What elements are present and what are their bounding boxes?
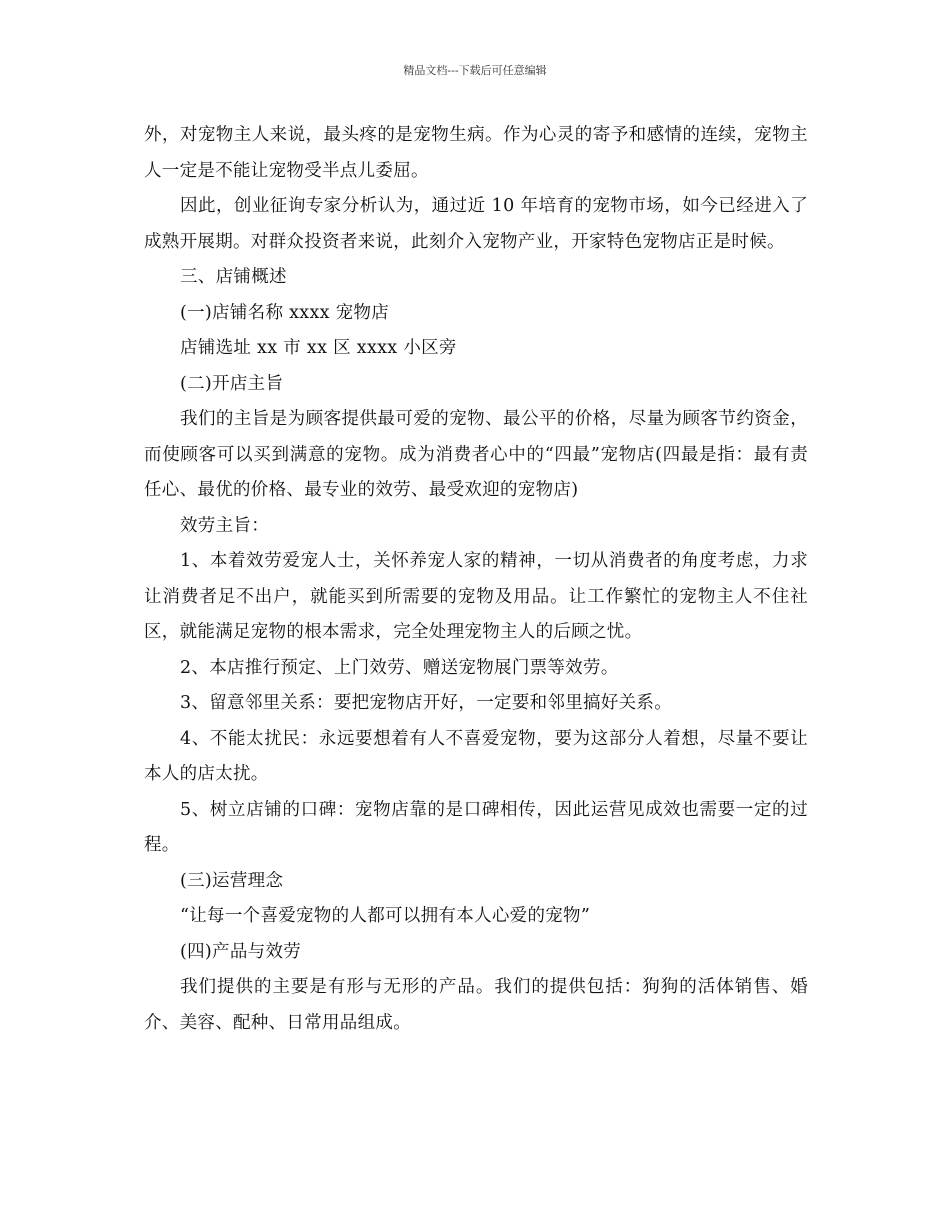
paragraph-market-analysis: 因此，创业征询专家分析认为，通过近 10 年培育的宠物市场，如今已经进入了成熟开展期。对群众投资者来说，此刻介入宠物产业，开家特色宠物店正是时候。 (144, 196, 808, 252)
list-item-service-2: 2、本店推行预定、上门效劳、赠送宠物展门票等效劳。 (180, 657, 619, 678)
paragraph-store-location: 店铺选址 xx 市 xx 区 xxxx 小区旁 (180, 338, 457, 358)
paragraph-intro-continuation: 外，对宠物主人来说，最头疼的是宠物生病。作为心灵的寄予和感情的连续，宠物主人一定是不能让宠物受半点儿委屈。 (144, 125, 808, 181)
list-item-service-1: 1、本着效劳爱宠人士，关怀养宠人家的精神，一切从消费者的角度考虑，力求让消费者足不出户，就能买到所需要的宠物及用品。让工作繁忙的宠物主人不住社区，就能满足宠物的根本需求，完全处理宠物主人的后顾之忧。 (144, 551, 808, 642)
list-item-service-3: 3、留意邻里关系：要把宠物店开好，一定要和邻里搞好关系。 (180, 693, 673, 713)
document-body (144, 118, 808, 1041)
section-heading-store-overview: 三、店铺概述 (180, 267, 287, 287)
paragraph-philosophy-quote: “让每一个喜爱宠物的人都可以拥有本人心爱的宠物” (180, 906, 591, 926)
subheading-store-name: (一)店铺名称 xxxx 宠物店 (180, 302, 390, 323)
list-item-service-5: 5、树立店铺的口碑：宠物店靠的是口碑相传，因此运营见成效也需要一定的过程。 (144, 799, 808, 855)
subheading-operating-philosophy: (三)运营理念 (180, 870, 284, 891)
paragraph-products-description: 我们提供的主要是有形与无形的产品。我们的提供包括：狗狗的活体销售、婚介、美容、配种、日常用品组成。 (144, 977, 808, 1033)
list-item-service-4: 4、不能太扰民：永远要想着有人不喜爱宠物，要为这部分人着想，尽量不要让本人的店太扰。 (144, 728, 808, 784)
subheading-products-services: (四)产品与效劳 (180, 941, 302, 962)
paragraph-purpose-description: 我们的主旨是为顾客提供最可爱的宠物、最公平的价格，尽量为顾客节约资金，而使顾客可以买到满意的宠物。成为消费者心中的“四最”宠物店(四最是指：最有责任心、最优的价格、最专业的效劳、最受欢迎的宠物店) (144, 409, 808, 500)
subheading-store-purpose: (二)开店主旨 (180, 373, 284, 394)
label-service-purpose: 效劳主旨： (180, 515, 269, 536)
page-header: 精品文档---下载后可任意编辑 (403, 64, 547, 77)
